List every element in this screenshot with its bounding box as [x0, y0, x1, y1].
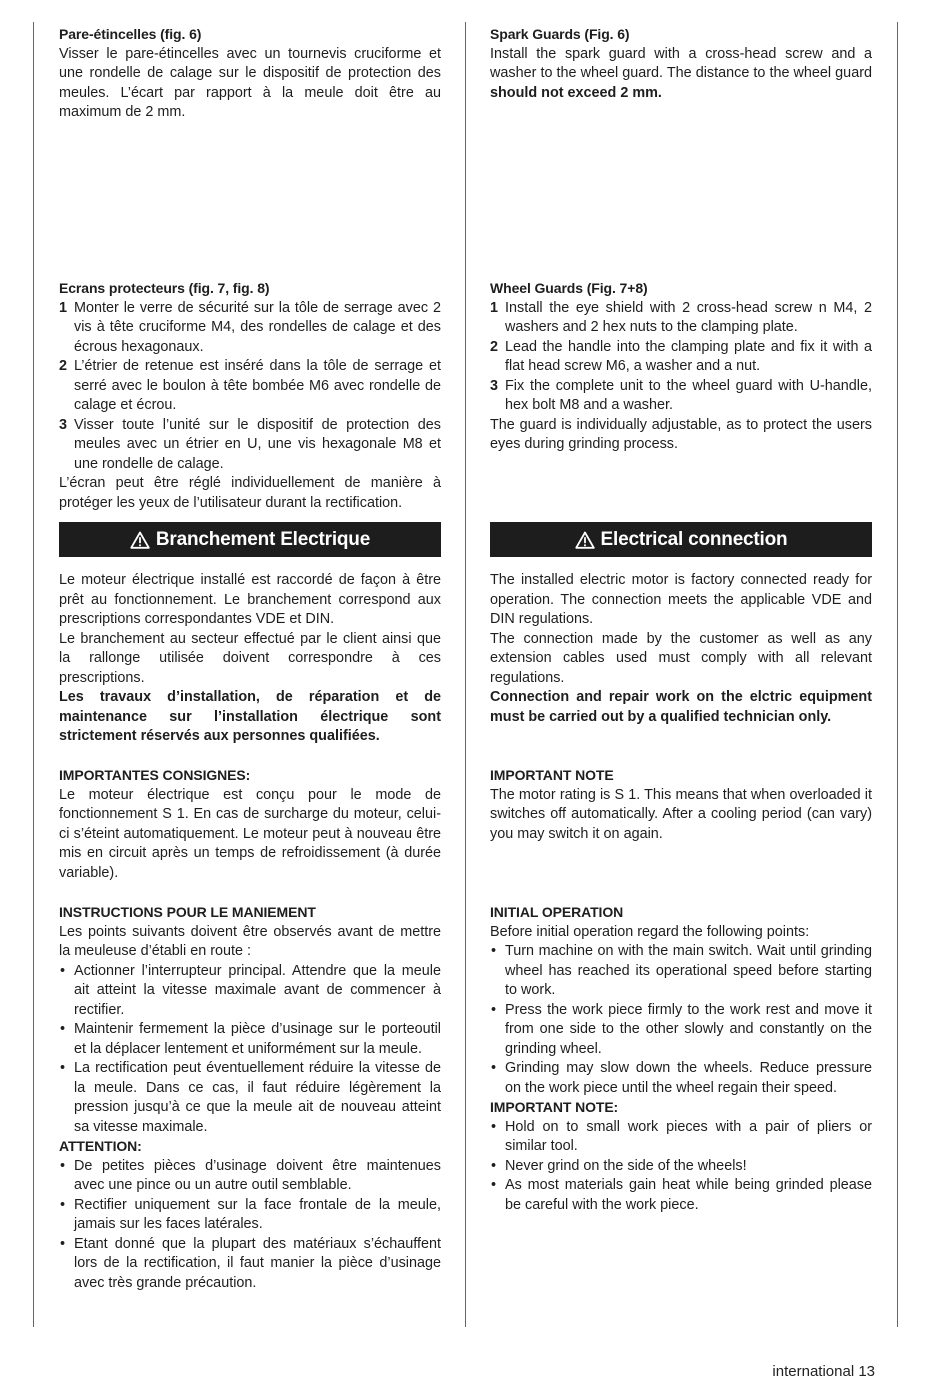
electrical-banner-en: Electrical connection — [490, 522, 872, 557]
electrical-banner-fr: Branchement Electrique — [59, 522, 441, 557]
step-item: 3 Visser toute l’unité sur le dispositif de protection des meules avec un étrier en U, une vis hexagonale M8 et une rondelle de calage. — [59, 416, 441, 472]
list-item: • Press the work piece firmly to the work rest and move it from one side to the other slowly and constantly on the grinding wheel. — [490, 1001, 872, 1060]
important-text-en: The motor rating is S 1. This means that when overloaded it switches off automatically. After a cooling period (can vary) you may switch it on again. — [490, 786, 872, 842]
important-heading-fr: IMPORTANTES CONSIGNES: — [59, 767, 251, 783]
list-item: • Grinding may slow down the wheels. Reduce pressure on the work piece until the wheel regain their speed. — [490, 1059, 872, 1098]
attention-heading-fr: ATTENTION: — [59, 1138, 142, 1154]
list-item: • Rectifier uniquement sur la face frontale de la meule, jamais sur les faces latérales. — [59, 1196, 441, 1235]
operation-heading-fr: INSTRUCTIONS POUR LE MANIEMENT — [59, 904, 316, 920]
important-heading-en: IMPORTANT NOTE — [490, 767, 614, 783]
list-item: • La rectification peut éventuellement réduire la vitesse de la meule. Dans ce cas, il faut réduire légèrement la pression jusqu’à ce que la meule ait de nouveau atteint sa vitesse maximale. — [59, 1059, 441, 1137]
step-item: 1 Monter le verre de sécurité sur la tôle de serrage avec 2 vis à tête cruciforme M4, des rondelles de calage et des écrous hexagonaux. — [59, 299, 441, 355]
list-item: • As most materials gain heat while being grinded please be careful with the work piece. — [490, 1176, 872, 1215]
page-number: international 13 — [772, 1363, 875, 1380]
operation-heading-en: INITIAL OPERATION — [490, 904, 624, 920]
operation-intro-en: Before initial operation regard the following points: — [490, 923, 810, 940]
important-section-fr — [59, 766, 441, 883]
step-item: 2 Lead the handle into the clamping plate and fix it with a flat head screw M6, a washer and a nut. — [490, 338, 872, 374]
list-item: • Hold on to small work pieces with a pair of pliers or similar tool. — [490, 1118, 872, 1157]
electrical-warning-en: Connection and repair work on the elctric equipment must be carried out by a qualified technician only. — [490, 689, 872, 725]
spark-guard-section-fr — [59, 25, 441, 123]
electrical-p2-fr: Le branchement au secteur effectué par le client ainsi que la rallonge utilisée doivent correspondre à ces prescriptions. — [59, 630, 441, 686]
spark-guard-heading-fr: Pare-étincelles (fig. 6) — [59, 26, 202, 42]
important-note-heading-en: IMPORTANT NOTE: — [490, 1099, 619, 1115]
list-item: • Actionner l’interrupteur principal. Attendre que la meule ait atteint la vitesse maximale avant de commencer à rectifier. — [59, 962, 441, 1021]
spark-guard-heading-en: Spark Guards (Fig. 6) — [490, 26, 630, 42]
list-item: • Maintenir fermement la pièce d’usinage sur le porteoutil et la déplacer lentement et uniformément sur la meule. — [59, 1020, 441, 1059]
important-text-fr: Le moteur électrique est conçu pour le mode de fonctionnement S 1. En cas de surcharge du moteur, celui-ci s’éteint automatiquement. Le moteur peut à nouveau être mis en circuit après un temps de refroidissement (à durée variable). — [59, 786, 441, 881]
list-item: • Etant donné que la plupart des matériaux s’échauffent lors de la rectification, il faut manier la pièce d’usinage avec très grande précaution. — [59, 1235, 441, 1294]
spark-guard-text-en: Install the spark guard with a cross-head screw and a washer to the wheel guard. The distance to the wheel guard should not exceed 2 mm. — [490, 45, 872, 101]
step-item: 2 L’étrier de retenue est inséré dans la tôle de serrage et serré avec le boulon à tête bombée M6 avec rondelle de calage et écrou. — [59, 358, 441, 413]
operation-section-en — [490, 903, 872, 1215]
left-margin-rule — [33, 22, 34, 1327]
wheel-guard-steps-en — [490, 299, 872, 416]
electrical-section-fr — [59, 571, 441, 747]
operation-list-fr — [59, 962, 441, 1138]
step-item: 3 Fix the complete unit to the wheel guard with U-handle, hex bolt M8 and a washer. — [490, 377, 872, 413]
wheel-guard-heading-fr: Ecrans protecteurs (fig. 7, fig. 8) — [59, 280, 270, 296]
spark-guard-section-en — [490, 25, 872, 103]
list-item: • Turn machine on with the main switch. Wait until grinding wheel has reached its operational speed before starting to work. — [490, 942, 872, 1001]
warning-triangle-icon — [575, 531, 595, 549]
attention-list-fr — [59, 1157, 441, 1294]
step-item: 1 Install the eye shield with 2 cross-head screw n M4, 2 washers and 2 hex nuts to the clamping plate. — [490, 299, 872, 335]
wheel-guard-heading-en: Wheel Guards (Fig. 7+8) — [490, 280, 648, 296]
wheel-guard-steps-fr — [59, 299, 441, 475]
spark-guard-text-fr: Visser le pare-étincelles avec un tournevis cruciforme et une rondelle de calage sur le dispositif de protection des meules. L’écart par rapport à la meule doit être au maximum de 2 mm. — [59, 45, 441, 120]
electrical-warning-fr: Les travaux d’installation, de réparation et de maintenance sur l’installation électrique sont strictement réservés aux personnes qualifiées. — [59, 689, 441, 744]
warning-triangle-icon — [130, 531, 150, 549]
electrical-p1-en: The installed electric motor is factory connected ready for operation. The connection meets the applicable VDE and DIN regulations. — [490, 572, 872, 627]
electrical-p2-en: The connection made by the customer as well as any extension cables used must comply with all relevant regulations. — [490, 630, 872, 686]
center-column-rule — [465, 22, 466, 1327]
list-item: • De petites pièces d’usinage doivent être maintenues avec une pince ou un autre outil semblable. — [59, 1157, 441, 1196]
electrical-section-en — [490, 571, 872, 727]
electrical-p1-fr: Le moteur électrique installé est raccordé de façon à être prêt au fonctionnement. Le branchement correspond aux prescriptions correspondantes VDE et DIN. — [59, 572, 441, 627]
operation-list-en — [490, 942, 872, 1098]
wheel-guard-section-fr — [59, 279, 441, 513]
important-note-list-en — [490, 1118, 872, 1216]
wheel-guard-note-fr: L’écran peut être réglé individuellement de manière à protéger les yeux de l’utilisateur durant la rectification. — [59, 475, 441, 511]
operation-intro-fr: Les points suivants doivent être observés avant de mettre la meuleuse d’établi en route : — [59, 923, 441, 959]
operation-section-fr — [59, 903, 441, 1293]
important-section-en — [490, 766, 872, 844]
right-margin-rule — [897, 22, 898, 1327]
wheel-guard-section-en — [490, 279, 872, 455]
wheel-guard-note-en: The guard is individually adjustable, as to protect the users eyes during grinding process. — [490, 416, 872, 452]
list-item: • Never grind on the side of the wheels! — [490, 1157, 872, 1177]
